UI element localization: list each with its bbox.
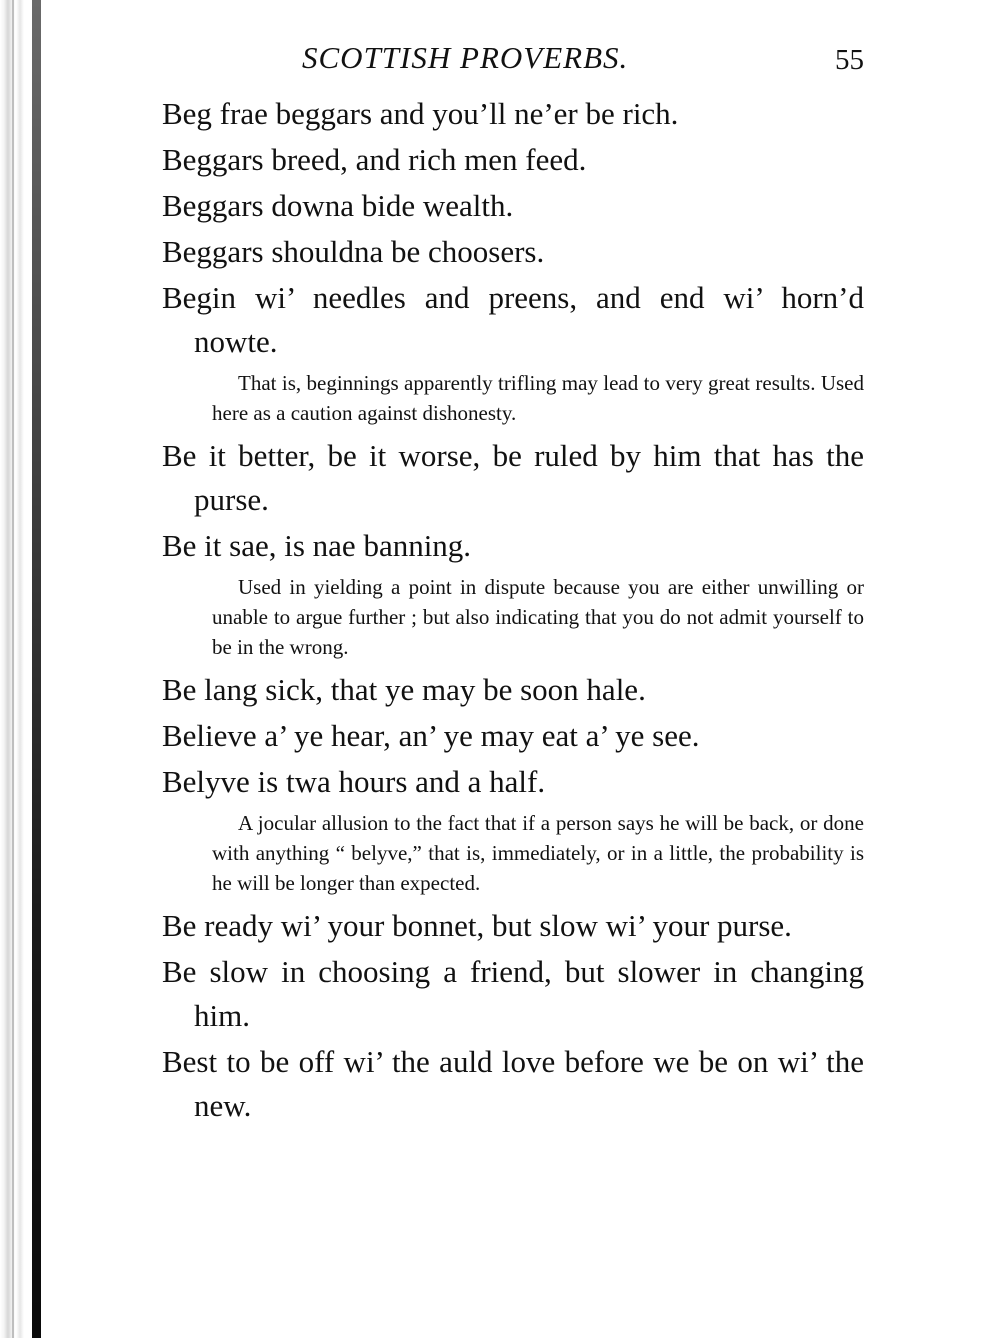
- proverb-note: A jocular allusion to the fact that if a person says he will be back, or done with anything “ belyve,” that is, immediately, or in a little, the probability is he will be longer than expected.: [212, 811, 864, 895]
- proverb-entry: Begin wi’ needles and preens, and end wi’ horn’d nowte.: [162, 280, 864, 359]
- proverb-entry: Beg frae beggars and you’ll ne’er be rich.: [162, 96, 679, 131]
- running-title: SCOTTISH PROVERBS.: [302, 40, 629, 75]
- proverb-entry: Be it sae, is nae banning.: [162, 528, 472, 563]
- proverb-entry: Be ready wi’ your bonnet, but slow wi’ your purse.: [162, 908, 792, 943]
- proverb-entry: Beggars shouldna be choosers.: [162, 234, 545, 269]
- page-binding-spine: [32, 0, 41, 1338]
- proverb-entry: Beggars downa bide wealth.: [162, 188, 514, 223]
- proverb-entry: Best to be off wi’ the auld love before we be on wi’ the new.: [162, 1044, 864, 1123]
- running-head: [162, 40, 864, 92]
- proverb-note: Used in yielding a point in dispute because you are either unwilling or unable to argue further ; but also indicating that you do not admit yourself to be in the wrong.: [212, 575, 864, 659]
- book-page: [162, 40, 864, 1130]
- proverb-entry: Beggars breed, and rich men feed.: [162, 142, 587, 177]
- proverb-note: That is, beginnings apparently trifling may lead to very great results. Used here as a caution against dishonesty.: [212, 371, 864, 425]
- proverb-entry: Be it better, be it worse, be ruled by him that has the purse.: [162, 438, 864, 517]
- page-number: 55: [835, 44, 864, 76]
- proverb-entry: Belyve is twa hours and a half.: [162, 764, 546, 799]
- proverb-entry: Believe a’ ye hear, an’ ye may eat a’ ye see.: [162, 718, 700, 753]
- page-binding-shadow: [12, 0, 14, 1338]
- proverb-entry: Be slow in choosing a friend, but slower in changing him.: [162, 954, 864, 1033]
- proverb-entry: Be lang sick, that ye may be soon hale.: [162, 672, 646, 707]
- page-binding-edge: [0, 0, 52, 1338]
